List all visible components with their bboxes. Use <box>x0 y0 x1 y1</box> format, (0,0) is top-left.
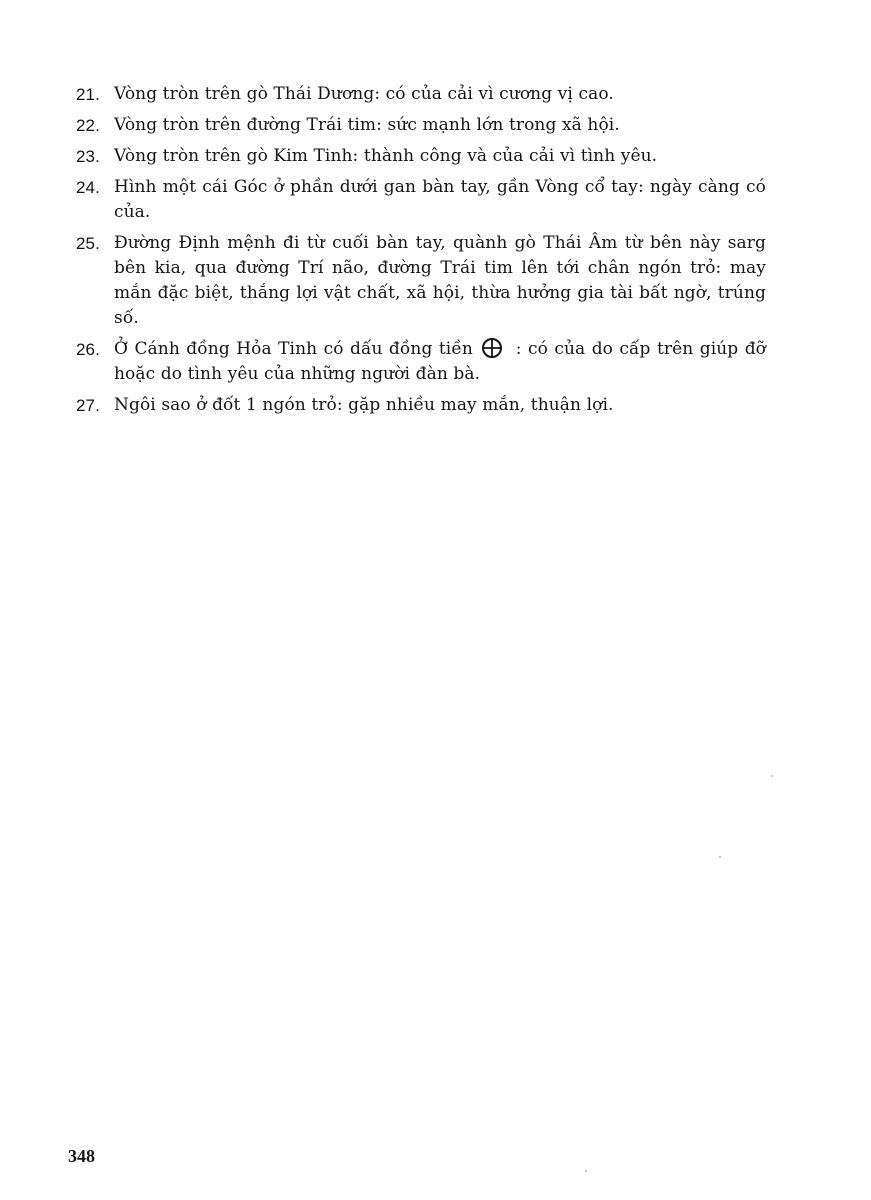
item-number: 23. <box>76 147 100 166</box>
item-text: Hình một cái Góc ở phần dưới gan bàn tay, gần Vòng cổ tay: ngày càng có của. <box>114 177 766 222</box>
scan-speck <box>585 1170 587 1172</box>
coin-cross-circle-icon <box>481 337 503 359</box>
item-text: Vòng tròn trên đường Trái tim: sức mạnh lớn trong xã hội. <box>114 115 620 135</box>
item-text-before-icon: Ở Cánh đồng Hỏa Tinh có dấu đồng tiền <box>114 339 473 359</box>
list-item <box>76 175 766 225</box>
item-number: 26. <box>76 340 100 359</box>
numbered-list <box>76 82 766 424</box>
item-text: Vòng tròn trên gò Kim Tinh: thành công và của cải vì tình yêu. <box>114 146 658 166</box>
item-text: Vòng tròn trên gò Thái Dương: có của cải vì cương vị cao. <box>114 84 614 104</box>
list-item <box>76 144 766 169</box>
item-number: 25. <box>76 234 100 253</box>
item-text: Ngôi sao ở đốt 1 ngón trỏ: gặp nhiều may mắn, thuận lợi. <box>114 395 614 415</box>
list-item <box>76 393 766 418</box>
list-item <box>76 231 766 331</box>
item-number: 27. <box>76 396 100 415</box>
item-number: 22. <box>76 116 100 135</box>
scan-speck <box>771 775 773 777</box>
item-number: 21. <box>76 85 100 104</box>
item-text: Đường Định mệnh đi từ cuối bàn tay, quành gò Thái Âm từ bên này sarg bên kia, qua đường Trí não, đường Trái tim lên tới chân ngón trỏ: may mắn đặc biệt, thắng lợi vật chất, xã hội, thừa hưởng gia tài bất ngờ, trúng số. <box>114 233 766 328</box>
list-item <box>76 82 766 107</box>
page-number: 348 <box>68 1146 95 1166</box>
item-text-after-icon: : có của do cấp trên giúp đỡ hoặc do tình yêu của những người đàn bà. <box>114 339 767 384</box>
list-item <box>76 337 766 387</box>
item-number: 24. <box>76 178 100 197</box>
scan-speck <box>719 856 721 858</box>
list-item <box>76 113 766 138</box>
